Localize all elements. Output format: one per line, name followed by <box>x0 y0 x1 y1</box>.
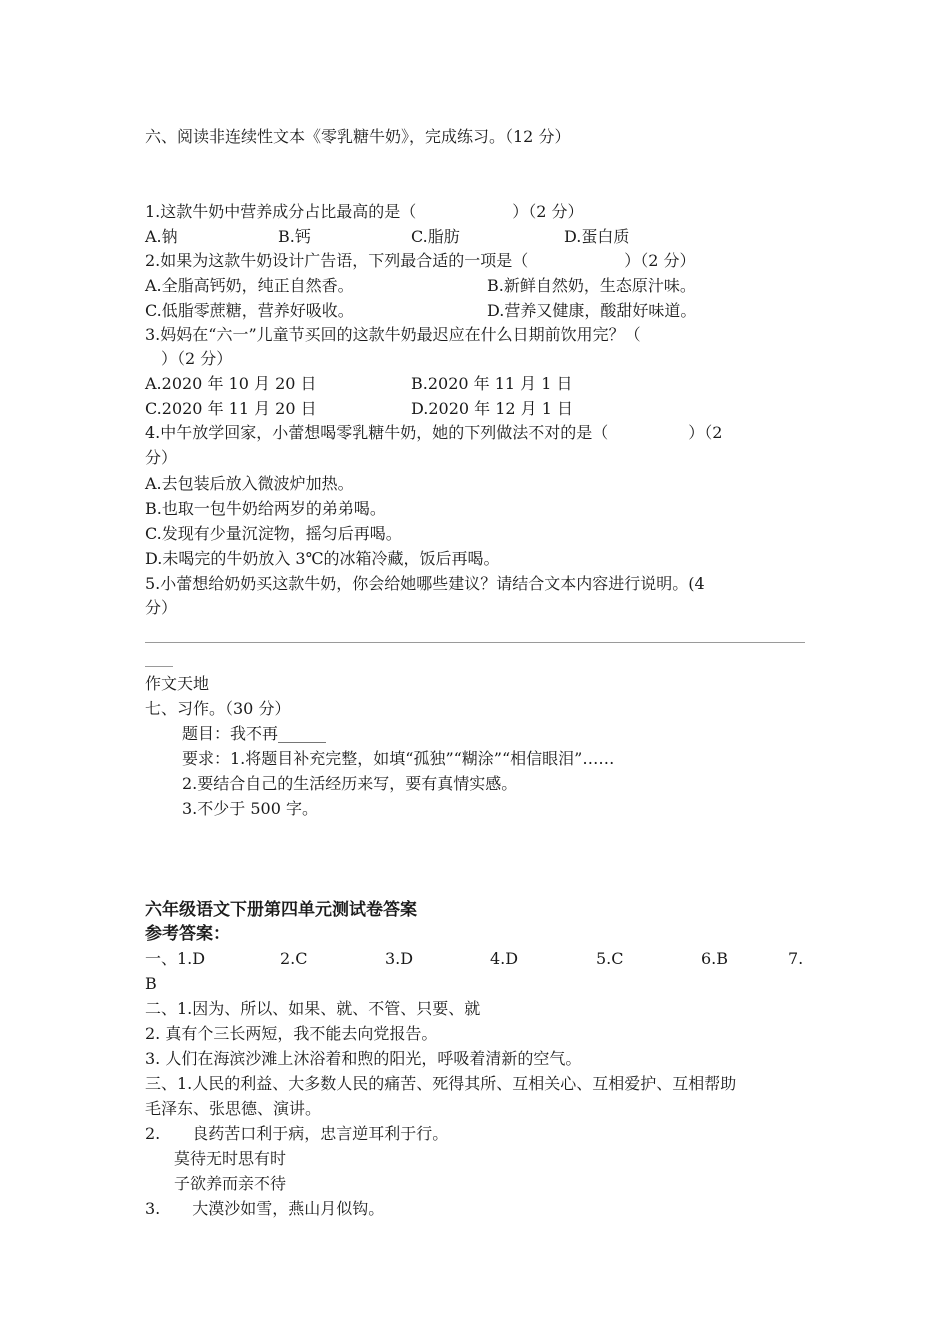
q1-option-d: D.蛋白质 <box>564 227 630 246</box>
q3-stem-line1: 3.妈妈在“六一”儿童节买回的这款牛奶最迟应在什么日期前饮用完？（ <box>145 325 641 344</box>
answer-line-continuation <box>145 666 173 667</box>
answer-1-3: 3.D <box>385 949 414 968</box>
answer-3-2-line2: 莫待无时思有时 <box>174 1149 287 1168</box>
writing-heading: 七、习作。（30 分） <box>145 699 291 718</box>
answer-2-2: 2. 真有个三长两短，我不能去向党报告。 <box>145 1024 438 1043</box>
answer-1-7: 7. <box>788 949 804 968</box>
q5-stem-line2: 分） <box>145 598 178 617</box>
answers-subtitle: 参考答案： <box>145 924 230 944</box>
q2-option-c: C.低脂零蔗糖，营养好吸收。 <box>145 301 354 320</box>
writing-section-title: 作文天地 <box>145 674 210 693</box>
q2-option-d: D.营养又健康，酸甜好味道。 <box>487 301 697 320</box>
answer-1-2: 2.C <box>280 949 308 968</box>
answer-3-2: 2. 良药苦口利于病，忠言逆耳利于行。 <box>145 1124 449 1143</box>
answer-1-6: 6.B <box>701 949 729 968</box>
writing-requirement-2: 2.要结合自己的生活经历来写，要有真情实感。 <box>182 774 518 793</box>
q1-option-c: C.脂肪 <box>411 227 460 246</box>
q2-stem: 2.如果为这款牛奶设计广告语，下列最合适的一项是（ ）（2 分） <box>145 251 696 270</box>
answer-2-3: 3. 人们在海滨沙滩上沐浴着和煦的阳光，呼吸着清新的空气。 <box>145 1049 582 1068</box>
answer-3-1-line2: 毛泽东、张思德、演讲。 <box>145 1099 322 1118</box>
q3-stem-line2: ）（2 分） <box>145 349 233 368</box>
answer-line <box>145 642 805 643</box>
writing-requirement-1: 要求：1.将题目补充完整，如填“孤独”“糊涂”“相信眼泪”…… <box>182 749 615 768</box>
answer-1-5: 5.C <box>596 949 624 968</box>
answer-3-2-line3: 子欲养而亲不待 <box>174 1174 287 1193</box>
q4-option-c: C.发现有少量沉淀物，摇匀后再喝。 <box>145 524 402 543</box>
answer-2-1: 二、1.因为、所以、如果、就、不管、只要、就 <box>145 999 481 1018</box>
answer-1-1: 一、1.D <box>145 949 206 968</box>
answer-3-3: 3. 大漠沙如雪，燕山月似钩。 <box>145 1199 385 1218</box>
q1-option-a: A.钠 <box>145 227 178 246</box>
q3-option-a: A.2020 年 10 月 20 日 <box>145 374 317 393</box>
q3-option-d: D.2020 年 12 月 1 日 <box>411 399 574 418</box>
q4-stem-line1: 4.中午放学回家，小蕾想喝零乳糖牛奶，她的下列做法不对的是（ ）（2 <box>145 423 723 442</box>
answer-1-7-value: B <box>145 974 157 993</box>
q4-stem-line2: 分） <box>145 448 178 467</box>
q4-option-a: A.去包装后放入微波炉加热。 <box>145 474 354 493</box>
q1-option-b: B.钙 <box>278 227 311 246</box>
q5-stem-line1: 5.小蕾想给奶奶买这款牛奶，你会给她哪些建议？请结合文本内容进行说明。(4 <box>145 574 705 593</box>
answer-3-1-line1: 三、1.人民的利益、大多数人民的痛苦、死得其所、互相关心、互相爱护、互相帮助 <box>145 1074 737 1093</box>
q1-stem: 1.这款牛奶中营养成分占比最高的是（ ）（2 分） <box>145 202 584 221</box>
writing-requirement-3: 3.不少于 500 字。 <box>182 799 318 818</box>
section6-heading: 六、阅读非连续性文本《零乳糖牛奶》，完成练习。（12 分） <box>145 127 571 146</box>
q3-option-c: C.2020 年 11 月 20 日 <box>145 399 317 418</box>
answer-1-4: 4.D <box>490 949 519 968</box>
q4-option-b: B.也取一包牛奶给两岁的弟弟喝。 <box>145 499 386 518</box>
writing-topic: 题目：我不再______ <box>182 724 327 743</box>
q4-option-d: D.未喝完的牛奶放入 3℃的冰箱冷藏，饭后再喝。 <box>145 549 500 568</box>
q2-option-a: A.全脂高钙奶，纯正自然香。 <box>145 276 354 295</box>
q3-option-b: B.2020 年 11 月 1 日 <box>411 374 573 393</box>
answers-title: 六年级语文下册第四单元测试卷答案 <box>145 900 417 920</box>
q2-option-b: B.新鲜自然奶，生态原汁味。 <box>487 276 696 295</box>
